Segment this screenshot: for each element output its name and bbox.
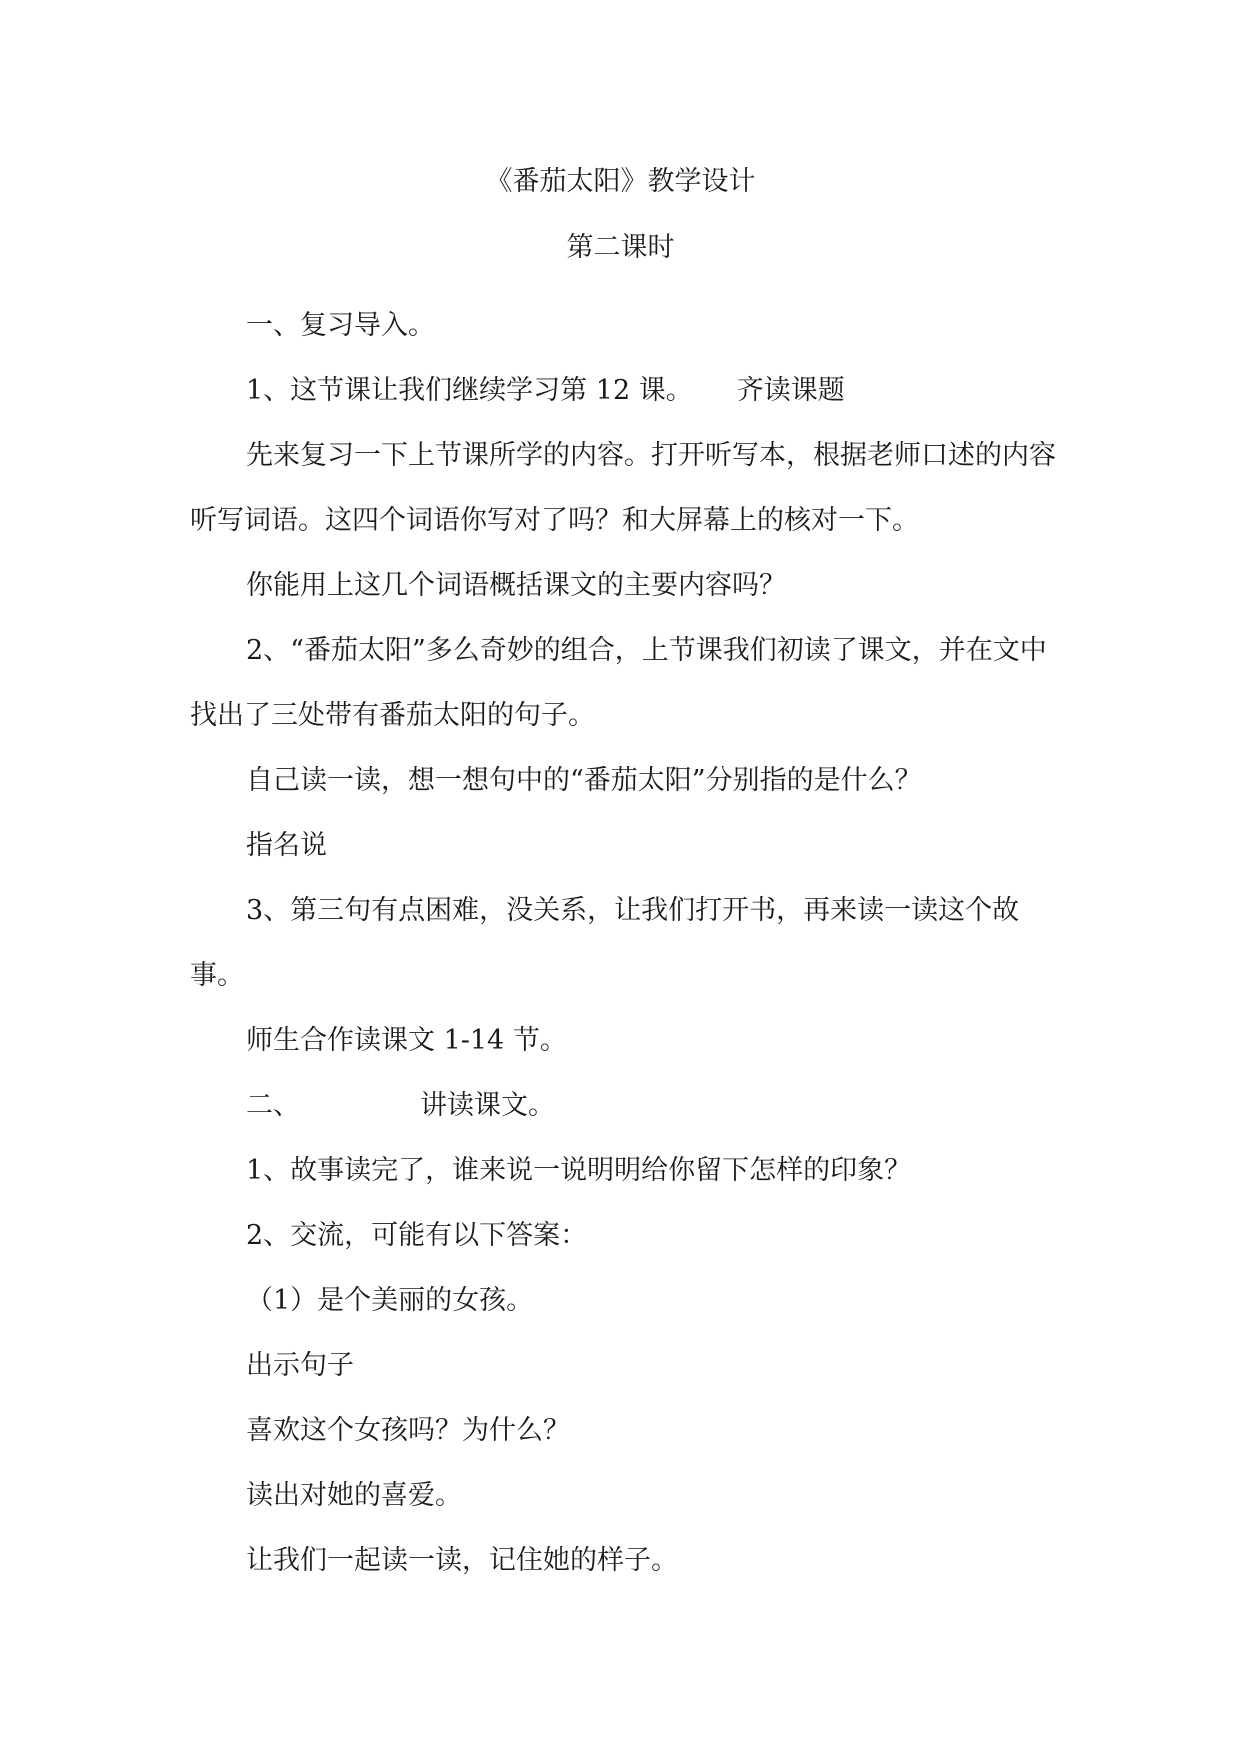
paragraph-text: 1、这节课让我们继续学习第 12 课。 (246, 375, 693, 406)
paragraph (190, 358, 1058, 423)
document-subtitle: 第二课时 (566, 232, 675, 263)
paragraph-text: 齐读课题 (736, 375, 845, 406)
paragraph: 出示句子 (246, 1350, 354, 1381)
paragraph: 先来复习一下上节课所学的内容。打开听写本，根据老师口述的内容听写词语。这四个词语你写对了吗？和大屏幕上的核对一下。 (190, 440, 1056, 536)
paragraph: 3、第三句有点困难，没关系，让我们打开书，再来读一读这个故事。 (190, 895, 1020, 991)
document-body (190, 293, 1058, 1593)
section-heading-review: 一、复习导入。 (246, 310, 435, 341)
paragraph: 让我们一起读一读，记住她的样子。 (246, 1545, 678, 1576)
section-number: 二、 (246, 1090, 300, 1121)
paragraph: 2、交流，可能有以下答案： (246, 1220, 588, 1251)
paragraph: 师生合作读课文 1-14 节。 (246, 1025, 567, 1056)
paragraph: 读出对她的喜爱。 (246, 1480, 462, 1511)
paragraph: 1、故事读完了，谁来说一说明明给你留下怎样的印象？ (246, 1155, 912, 1186)
paragraph: 自己读一读，想一想句中的“番茄太阳”分别指的是什么？ (246, 765, 922, 796)
section-heading-reading (190, 1073, 1058, 1138)
section-heading-text: 讲读课文。 (420, 1090, 555, 1121)
paragraph: 指名说 (246, 830, 327, 861)
paragraph: （1）是个美丽的女孩。 (246, 1285, 534, 1316)
paragraph: 喜欢这个女孩吗？为什么？ (246, 1415, 570, 1446)
paragraph: 2、“番茄太阳”多么奇妙的组合，上节课我们初读了课文，并在文中找出了三处带有番茄太阳的句子。 (190, 635, 1047, 731)
document-title: 《番茄太阳》教学设计 (485, 166, 756, 197)
paragraph: 你能用上这几个词语概括课文的主要内容吗？ (246, 570, 786, 601)
